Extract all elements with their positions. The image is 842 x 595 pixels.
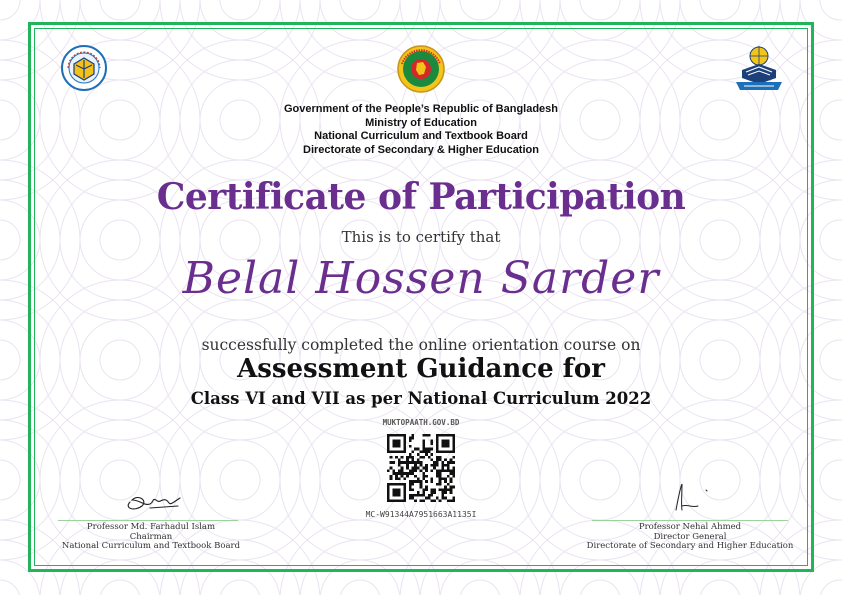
right-signatory-role: Director General <box>653 531 727 542</box>
header-line-dshe: Directorate of Secondary & Higher Education <box>303 143 539 156</box>
issuing-authority-header <box>0 103 842 157</box>
verification-site: MUKTOPAATH.GOV.BD <box>382 418 460 427</box>
left-signature-line <box>58 520 238 521</box>
course-title-line2: Class VI and VII as per National Curriculum 2022 <box>190 389 652 408</box>
dshe-emblem-icon <box>732 42 786 94</box>
left-signatory-role: Chairman <box>129 531 173 542</box>
recipient-name: Belal Hossen Sarder <box>182 253 660 304</box>
left-signature-icon <box>120 486 186 514</box>
right-signatory <box>572 523 808 552</box>
header-line-ministry: Ministry of Education <box>365 116 477 129</box>
left-signatory <box>40 523 262 552</box>
right-signatory-org: Directorate of Secondary and Higher Education <box>586 541 794 551</box>
certificate-code: MC-W91344A7951663A1135I <box>365 510 477 519</box>
qr-code-icon <box>387 434 455 502</box>
right-signature-line <box>592 520 788 521</box>
left-signatory-org: National Curriculum and Textbook Board <box>61 541 241 551</box>
right-signature-icon <box>662 480 714 514</box>
left-signatory-name: Professor Md. Farhadul Islam <box>86 522 216 532</box>
completion-text: successfully completed the online orientation course on <box>201 336 641 354</box>
government-seal-icon <box>396 44 446 94</box>
header-line-government: Government of the People’s Republic of Bangladesh <box>283 103 559 115</box>
certificate-title: Certificate of Participation <box>156 176 686 218</box>
certify-text: This is to certify that <box>341 228 501 246</box>
course-title-line1: Assessment Guidance for <box>237 354 605 384</box>
nctb-seal-icon <box>60 44 108 92</box>
right-signatory-name: Professor Nehal Ahmed <box>638 522 742 532</box>
header-line-nctb: National Curriculum and Textbook Board <box>314 130 528 142</box>
